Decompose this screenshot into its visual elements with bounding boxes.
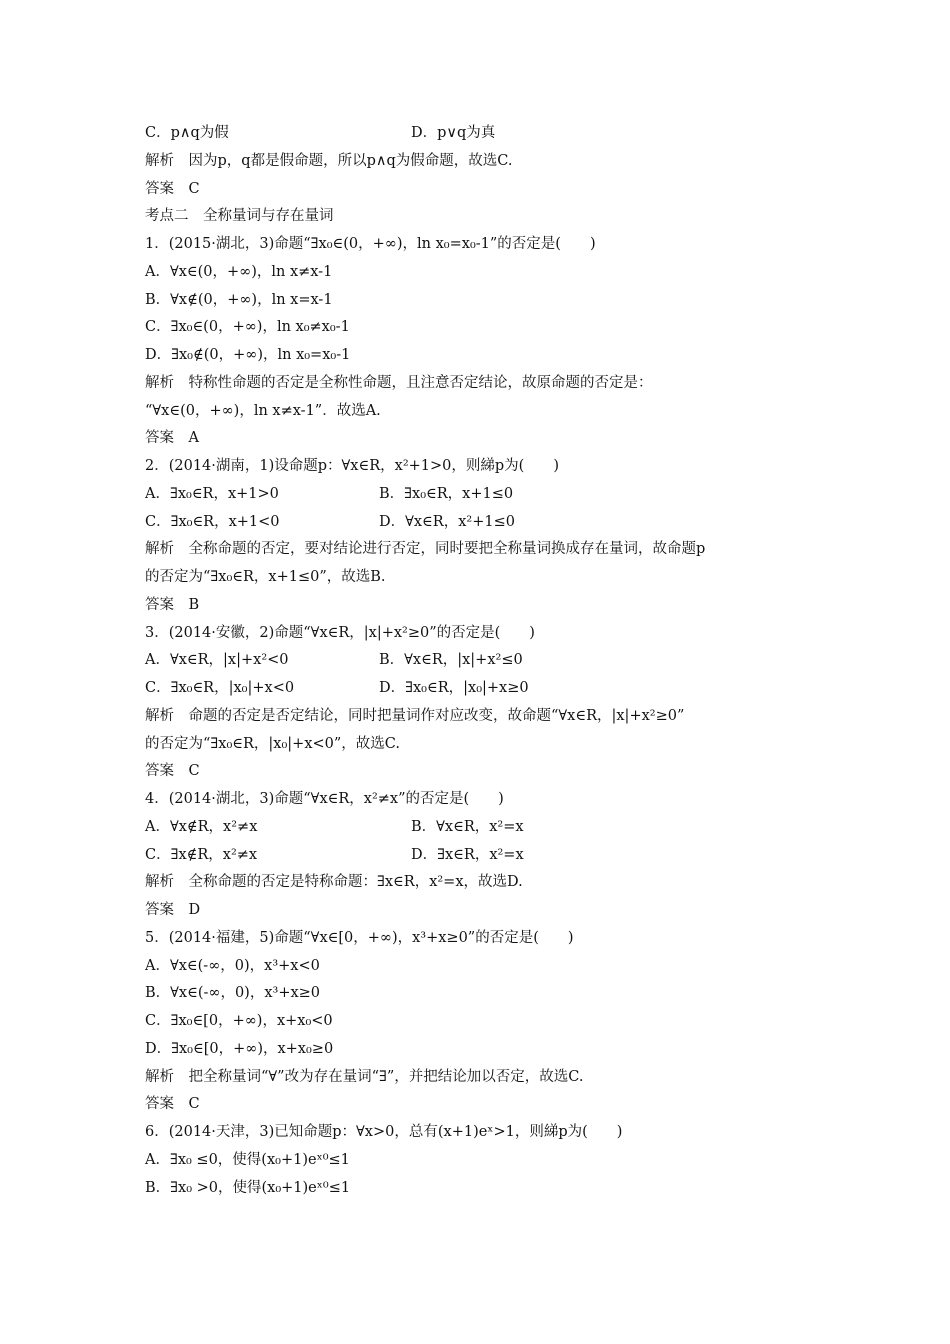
- option-right: B．∃x₀∈R，x+1≤0: [379, 485, 514, 502]
- option-row: [145, 509, 825, 537]
- text-line: A．∀x∈(-∞，0)，x³+x<0: [145, 957, 320, 974]
- option-left: A．∀x∈R，|x|+x²<0: [145, 652, 289, 669]
- text-line: “∀x∈(0，+∞)，ln x≠x-1”．故选A.: [145, 402, 381, 419]
- option-row: [145, 842, 825, 870]
- option-row: [145, 647, 825, 675]
- option-right: D．p∨q为真: [411, 125, 496, 141]
- option-left: C．∃x₀∈R，|x₀|+x<0: [145, 680, 295, 696]
- text-line: 解析 把全称量词“∀”改为存在量词“∃”，并把结论加以否定，故选C.: [145, 1068, 584, 1085]
- text-line: 解析 因为p，q都是假命题，所以p∧q为假命题，故选C.: [145, 152, 513, 169]
- text-line: D．∃x₀∉(0，+∞)，ln x₀=x₀-1: [145, 347, 351, 363]
- text-line: 解析 命题的否定是否定结论，同时把量词作对应改变，故命题“∀x∈R，|x|+x²≥0”: [145, 707, 685, 724]
- text-line: 答案 D: [145, 902, 201, 918]
- text-line: A．∀x∈(0，+∞)，ln x≠x-1: [145, 263, 333, 280]
- text-line: 解析 特称性命题的否定是全称性命题，且注意否定结论，故原命题的否定是：: [145, 374, 653, 391]
- option-row: [145, 481, 825, 509]
- text-line: 答案 C: [145, 180, 200, 197]
- text-line: C．∃x₀∈(0，+∞)，ln x₀≠x₀-1: [145, 319, 350, 336]
- document-page: [145, 120, 825, 1202]
- text-line: 的否定为“∃x₀∈R，x+1≤0”，故选B.: [145, 569, 386, 585]
- option-right: D．∀x∈R，x²+1≤0: [379, 513, 515, 530]
- option-row: [145, 675, 825, 703]
- text-line: 1．(2015·湖北，3)命题“∃x₀∈(0，+∞)，ln x₀=x₀-1”的否定是( ): [145, 236, 596, 252]
- text-line: 4．(2014·湖北，3)命题“∀x∈R，x²≠x”的否定是( ): [145, 791, 504, 807]
- option-left: A．∀x∉R，x²≠x: [145, 818, 258, 835]
- text-line: 答案 C: [145, 1096, 200, 1113]
- text-line: 3．(2014·安徽，2)命题“∀x∈R，|x|+x²≥0”的否定是( ): [145, 624, 535, 641]
- option-row: [145, 120, 825, 148]
- text-line: 2．(2014·湖南，1)设命题p：∀x∈R，x²+1>0，则綈p为( ): [145, 458, 559, 474]
- option-right: D．∃x₀∈R，|x₀|+x≥0: [379, 680, 529, 696]
- text-line: 答案 A: [145, 430, 199, 447]
- text-line: B．∀x∉(0，+∞)，ln x=x-1: [145, 291, 333, 308]
- text-line: 解析 全称命题的否定是特称命题：∃x∈R，x²=x，故选D.: [145, 874, 523, 891]
- text-line: 答案 C: [145, 763, 200, 780]
- text-line: D．∃x₀∈[0，+∞)，x+x₀≥0: [145, 1040, 334, 1057]
- option-left: C．∃x∉R，x²≠x: [145, 846, 258, 863]
- text-line: C．∃x₀∈[0，+∞)，x+x₀<0: [145, 1013, 333, 1029]
- option-row: [145, 814, 825, 842]
- text-line: A．∃x₀ ≤0，使得(x₀+1)eˣ⁰≤1: [145, 1151, 350, 1168]
- option-right: B．∀x∈R，x²=x: [411, 818, 524, 835]
- option-right: D．∃x∈R，x²=x: [411, 846, 524, 863]
- text-line: 考点二 全称量词与存在量词: [145, 208, 334, 225]
- option-right: B．∀x∈R，|x|+x²≤0: [379, 652, 523, 669]
- text-line: 解析 全称命题的否定，要对结论进行否定，同时要把全称量词换成存在量词，故命题p: [145, 541, 706, 558]
- text-line: 6．(2014·天津，3)已知命题p：∀x>0，总有(x+1)eˣ>1，则綈p为( ): [145, 1124, 623, 1140]
- text-line: 答案 B: [145, 596, 200, 613]
- text-line: B．∀x∈(-∞，0)，x³+x≥0: [145, 985, 321, 1002]
- text-line: B．∃x₀ >0，使得(x₀+1)eˣ⁰≤1: [145, 1179, 351, 1196]
- option-left: C．∃x₀∈R，x+1<0: [145, 513, 280, 530]
- option-left: C．p∧q为假: [145, 125, 229, 141]
- text-line: 5．(2014·福建，5)命题“∀x∈[0，+∞)，x³+x≥0”的否定是( ): [145, 929, 574, 946]
- text-line: 的否定为“∃x₀∈R，|x₀|+x<0”，故选C.: [145, 735, 400, 752]
- option-left: A．∃x₀∈R，x+1>0: [145, 485, 279, 502]
